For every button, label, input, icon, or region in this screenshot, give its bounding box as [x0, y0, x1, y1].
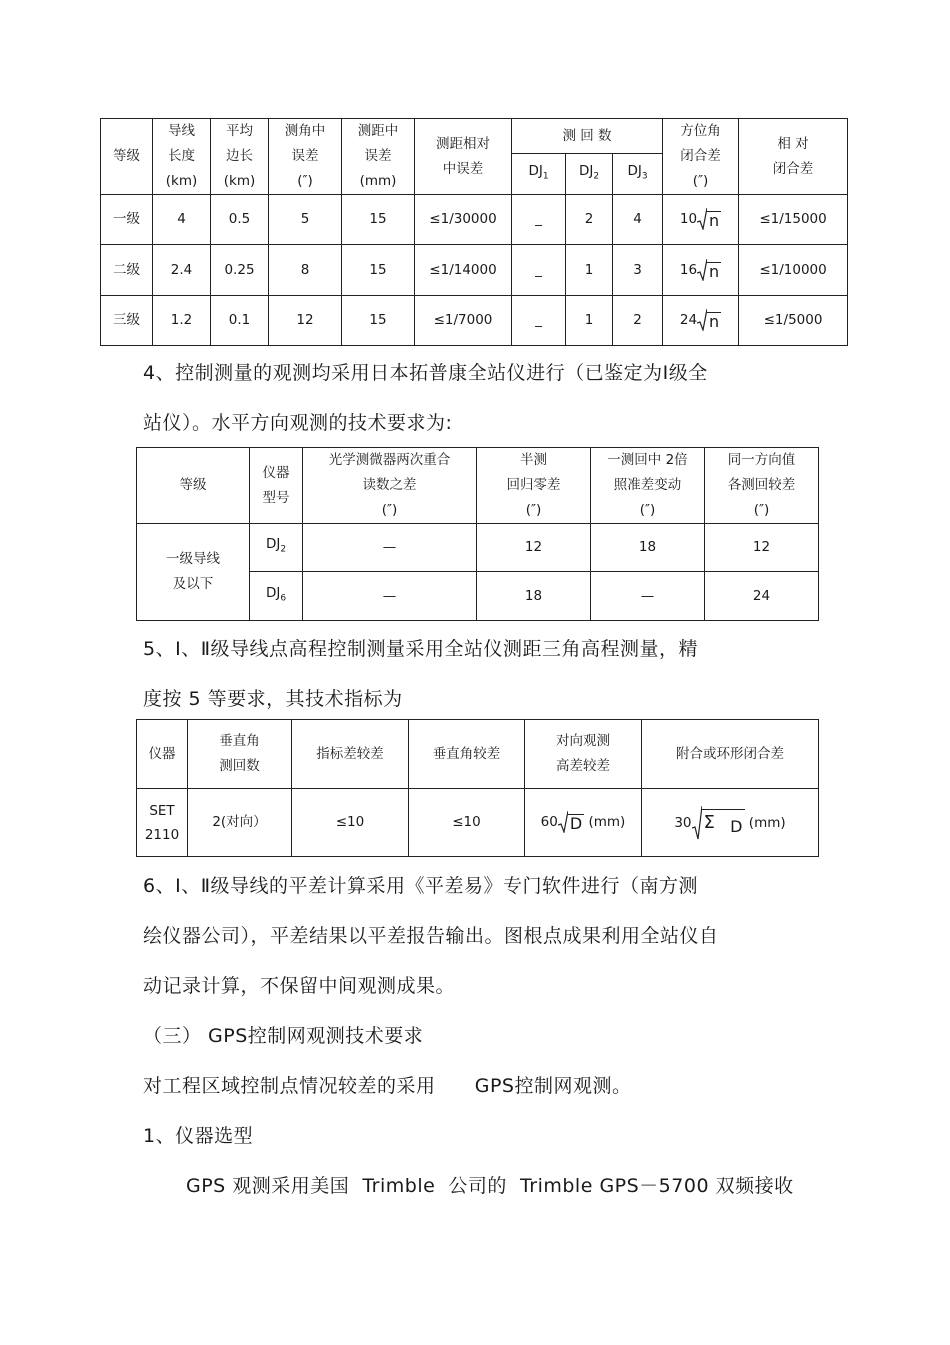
cell-length: 2.4	[153, 245, 211, 296]
cell-vertical-rounds: 2(对向）	[188, 789, 292, 857]
formula-coefficient: 24	[679, 312, 698, 328]
header-instrument-model: 仪器 型号	[250, 448, 303, 524]
cell-dj1: _	[512, 296, 566, 346]
cell-azimuth-closure	[663, 195, 739, 245]
traverse-spec-table	[100, 118, 848, 346]
header-length: 导线 长度 (km)	[153, 119, 211, 195]
sigma-symbol: Σ	[703, 811, 715, 833]
cell-dj3: 3	[613, 245, 663, 296]
header-dj2: $DJ_2$	[566, 154, 613, 195]
header-optical-micrometer: 光学测微器两次重合 读数之差 (″)	[303, 448, 477, 524]
header-half-round-closure: 半测 回归零差 (″)	[477, 448, 591, 524]
cell-avg-side: 0.5	[211, 195, 269, 245]
header-same-direction-diff: 同一方向值 各测回较差 (″)	[705, 448, 819, 524]
header-avg-side: 平均 边长 (km)	[211, 119, 269, 195]
cell-optical: —	[303, 572, 477, 621]
sqrt-symbol	[697, 309, 721, 331]
table-row	[137, 524, 819, 572]
formula-radicand: n	[709, 211, 720, 230]
cell-azimuth-closure	[663, 296, 739, 346]
paragraph-4-line-1: 4、控制测量的观测均采用日本拓普康全站仪进行（已鉴定为Ⅰ级全	[143, 362, 708, 384]
cell-relative-closure: ≤1/10000	[739, 245, 848, 296]
cell-relative-distance-error: ≤1/30000	[415, 195, 512, 245]
cell-avg-side: 0.25	[211, 245, 269, 296]
header-index-difference: 指标差较差	[292, 720, 409, 789]
header-vertical-rounds: 垂直角 测回数	[188, 720, 292, 789]
header-reciprocal-height-difference: 对向观测 高差较差	[525, 720, 642, 789]
cell-distance-error: 15	[342, 195, 415, 245]
formula-coefficient: 30	[674, 814, 692, 831]
formula-coefficient: 16	[679, 261, 698, 278]
cell-relative-distance-error: ≤1/7000	[415, 296, 512, 346]
header-distance-error: 测距中 误差 (mm)	[342, 119, 415, 195]
cell-avg-side: 0.1	[211, 296, 269, 346]
header-closure-error: 附合或环形闭合差	[642, 720, 819, 789]
cell-half-round: 12	[477, 524, 591, 572]
formula-radicand: D	[569, 814, 583, 833]
paragraph-6-line-3: 动记录计算，不保留中间观测成果。	[143, 975, 456, 997]
gps-intro-paragraph: 对工程区域控制点情况较差的采用 GPS控制网观测。	[143, 1075, 632, 1097]
cell-angle-error: 12	[269, 296, 342, 346]
sqrt-symbol	[697, 208, 721, 230]
cell-grade: 二级	[101, 245, 153, 296]
table-row	[101, 296, 848, 346]
paragraph-6-line-2: 绘仪器公司），平差结果以平差报告输出。图根点成果利用全站仪自	[143, 925, 719, 947]
header-angle-error: 测角中 误差 (″)	[269, 119, 342, 195]
table-row	[101, 195, 848, 245]
cell-vertical-angle-difference: ≤10	[409, 789, 525, 857]
formula-radicand: Σ D	[702, 809, 745, 840]
header-azimuth-closure: 方位角 闭合差 (″)	[663, 119, 739, 195]
cell-model: $DJ_6$	[250, 572, 303, 621]
cell-relative-distance-error: ≤1/14000	[415, 245, 512, 296]
cell-grade: 一级	[101, 195, 153, 245]
table-row	[137, 789, 819, 857]
section-heading-gps: （三） GPS控制网观测技术要求	[143, 1025, 424, 1047]
horizontal-observation-table	[136, 447, 819, 621]
header-instrument: 仪器	[137, 720, 188, 789]
cell-2c: —	[591, 572, 705, 621]
cell-index-difference: ≤10	[292, 789, 409, 857]
cell-reciprocal-height-difference	[525, 789, 642, 857]
paragraph-6-line-1: 6、Ⅰ、Ⅱ级导线的平差计算采用《平差易》专门软件进行（南方测	[143, 875, 699, 897]
cell-closure-error	[642, 789, 819, 857]
cell-same-direction: 12	[705, 524, 819, 572]
header-2c-variation: 一测回中 2倍 照准差变动 (″)	[591, 448, 705, 524]
header-vertical-angle-difference: 垂直角较差	[409, 720, 525, 789]
cell-grade: 三级	[101, 296, 153, 346]
cell-same-direction: 24	[705, 572, 819, 621]
sqrt-symbol	[697, 259, 721, 281]
paragraph-5-line-2: 度按 5 等要求，其技术指标为	[143, 688, 403, 710]
cell-dj2: 1	[566, 245, 613, 296]
sqrt-symbol	[558, 811, 584, 833]
cell-dj2: 2	[566, 195, 613, 245]
cell-half-round: 18	[477, 572, 591, 621]
header-relative-closure: 相 对 闭合差	[739, 119, 848, 195]
paragraph-5-line-1: 5、Ⅰ、Ⅱ级导线点高程控制测量采用全站仪测距三角高程测量，精	[143, 638, 699, 660]
sqrt-symbol	[692, 806, 745, 840]
cell-length: 4	[153, 195, 211, 245]
cell-model: $DJ_2$	[250, 524, 303, 572]
header-grade: 等级	[137, 448, 250, 524]
cell-relative-closure: ≤1/5000	[739, 296, 848, 346]
cell-dj1: _	[512, 245, 566, 296]
cell-instrument: SET 2110	[137, 789, 188, 857]
header-dj3: $DJ_3$	[613, 154, 663, 195]
gps-receiver-paragraph: GPS 观测采用美国 Trimble 公司的 Trimble GPS－5700 双频接收	[186, 1175, 794, 1197]
header-dj1: $DJ_1$	[512, 154, 566, 195]
cell-azimuth-closure	[663, 245, 739, 296]
formula-radicand: n	[709, 312, 720, 331]
formula-unit: (mm)	[748, 814, 786, 831]
table-row	[101, 245, 848, 296]
header-grade: 等级	[101, 119, 153, 195]
formula-coefficient: 10	[679, 211, 698, 227]
cell-dj3: 2	[613, 296, 663, 346]
header-relative-distance-error: 测距相对 中误差	[415, 119, 512, 195]
item-1-heading: 1、仪器选型	[143, 1125, 254, 1147]
cell-angle-error: 8	[269, 245, 342, 296]
cell-angle-error: 5	[269, 195, 342, 245]
header-rounds: 测 回 数	[512, 119, 663, 154]
paragraph-4-line-2: 站仪）。水平方向观测的技术要求为:	[143, 412, 453, 434]
trig-leveling-table	[136, 719, 819, 857]
cell-optical: —	[303, 524, 477, 572]
cell-length: 1.2	[153, 296, 211, 346]
cell-relative-closure: ≤1/15000	[739, 195, 848, 245]
cell-distance-error: 15	[342, 245, 415, 296]
cell-dj3: 4	[613, 195, 663, 245]
cell-distance-error: 15	[342, 296, 415, 346]
formula-radicand: n	[709, 261, 720, 281]
cell-dj2: 1	[566, 296, 613, 346]
cell-2c: 18	[591, 524, 705, 572]
cell-grade-merged: 一级导线 及以下	[137, 524, 250, 621]
formula-coefficient: 60	[540, 814, 558, 830]
formula-unit: (mm)	[588, 814, 626, 830]
cell-dj1: _	[512, 195, 566, 245]
